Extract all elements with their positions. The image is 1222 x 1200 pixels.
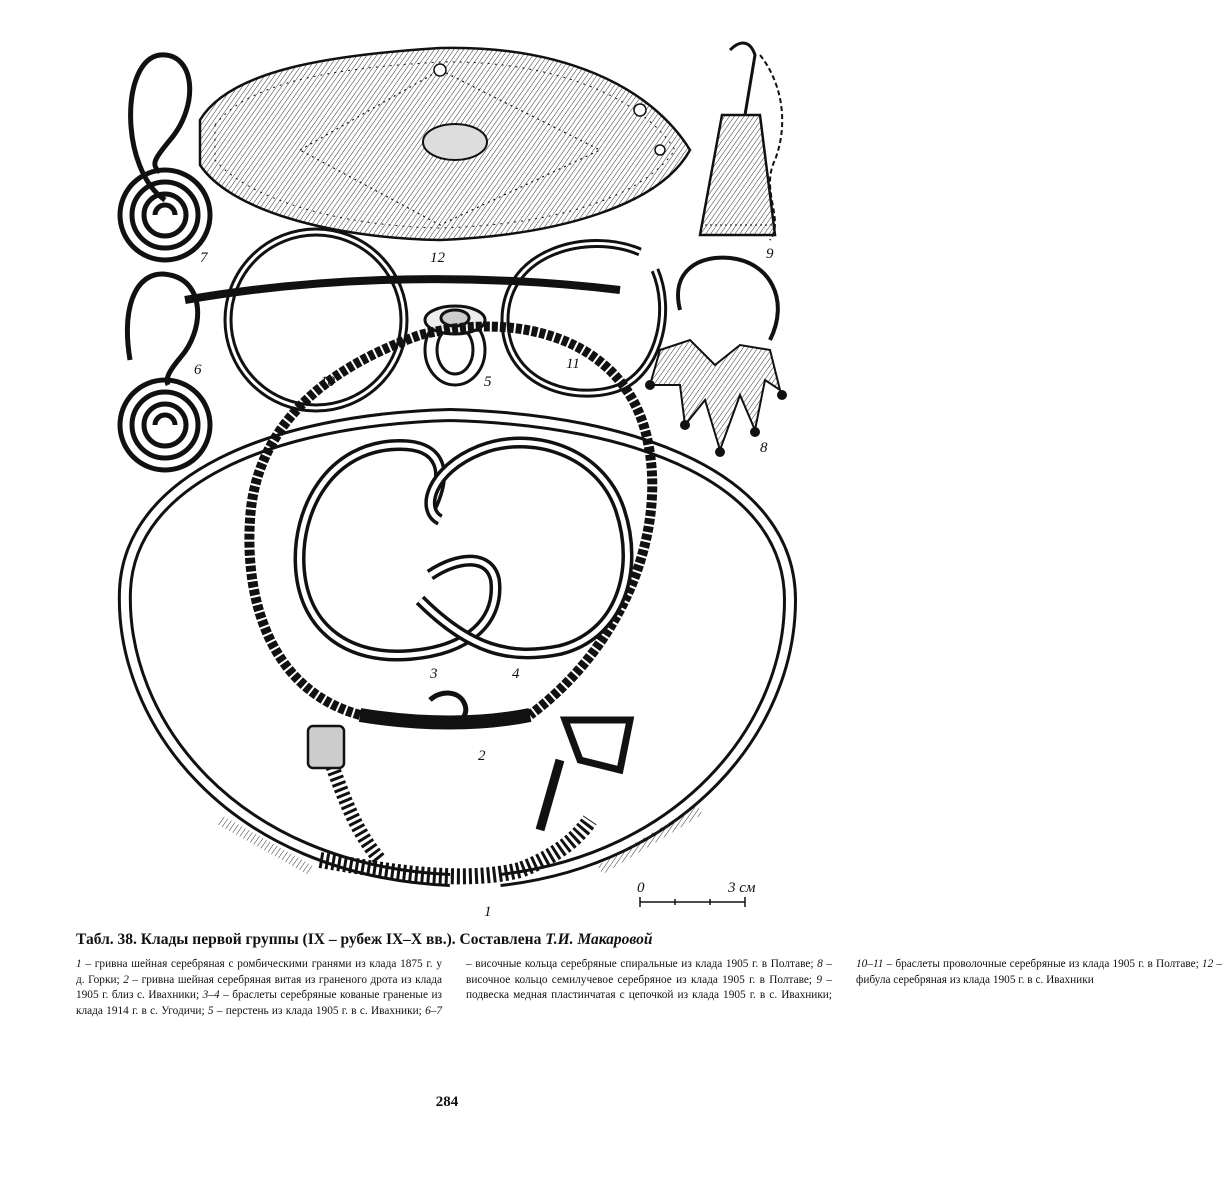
label-10: 10 [320, 374, 335, 390]
table-caption [76, 931, 836, 949]
scale-zero: 0 [637, 880, 645, 896]
legend-item-6: 8 – височное кольцо семилучевое серебряное из клада 1905 г. в Полтаве; [466, 958, 832, 986]
artifact-4-bracelet [420, 443, 628, 654]
label-12: 12 [430, 250, 445, 266]
label-5: 5 [484, 374, 492, 390]
legend-item-8: 10–11 – браслеты проволочные серебряные из клада 1905 г. в Полтаве; [856, 958, 1202, 970]
caption-title-text: Табл. 38. Клады первой группы (IX – рубеж IX–X вв.). Составлена [76, 931, 546, 948]
legend-item-5: 6–7 – височные кольца серебряные спиральные из клада 1905 г. в Полтаве; [425, 958, 818, 1017]
artifact-12-fibula [200, 48, 690, 240]
legend-item-9: 12 – фибула серебряная из клада 1905 г. в с. Ивахники [856, 958, 1222, 986]
page-number: 284 [435, 1094, 459, 1110]
label-3: 3 [430, 666, 438, 682]
artifact-3-bracelet [300, 445, 496, 656]
artifact-5-ring [425, 306, 485, 385]
legend-item-2: 2 – гривна шейная серебряная витая из граненого дрота из клада 1905 г. близ с. Ивахники; [76, 973, 443, 1002]
figure-legend [76, 957, 1222, 1027]
label-8: 8 [760, 440, 768, 456]
label-2: 2 [478, 748, 486, 764]
label-6: 6 [194, 362, 202, 378]
artifact-7-spiral-ring [120, 55, 210, 260]
scale-max: 3 см [728, 880, 756, 896]
legend-item-1: 1 – гривна шейная серебряная с ромбическими гранями из клада 1875 г. у д. Горки; [76, 958, 442, 986]
label-1: 1 [484, 904, 492, 920]
artifact-9-pendant [700, 43, 782, 240]
artifact-10-bracelet [228, 232, 404, 408]
artifact-8-seven-ray-ring [645, 258, 787, 457]
label-9: 9 [766, 246, 774, 262]
artifact-11-bracelet [505, 243, 663, 393]
legend-item-3: 3–4 – браслеты серебряные кованые граненые из клада 1914 г. в с. Угодичи; [76, 989, 442, 1017]
label-7: 7 [200, 250, 208, 266]
label-11: 11 [566, 356, 580, 372]
scale-bar [637, 880, 756, 907]
label-4: 4 [512, 666, 520, 682]
caption-author: Т.И. Макаровой [545, 931, 653, 948]
legend-item-7: 9 – подвеска медная пластинчатая с цепочкой из клада 1905 г. в с. Ивахники; [466, 973, 832, 1002]
legend-item-4: 5 – перстень из клада 1905 г. в с. Ивахники; [207, 1004, 426, 1017]
